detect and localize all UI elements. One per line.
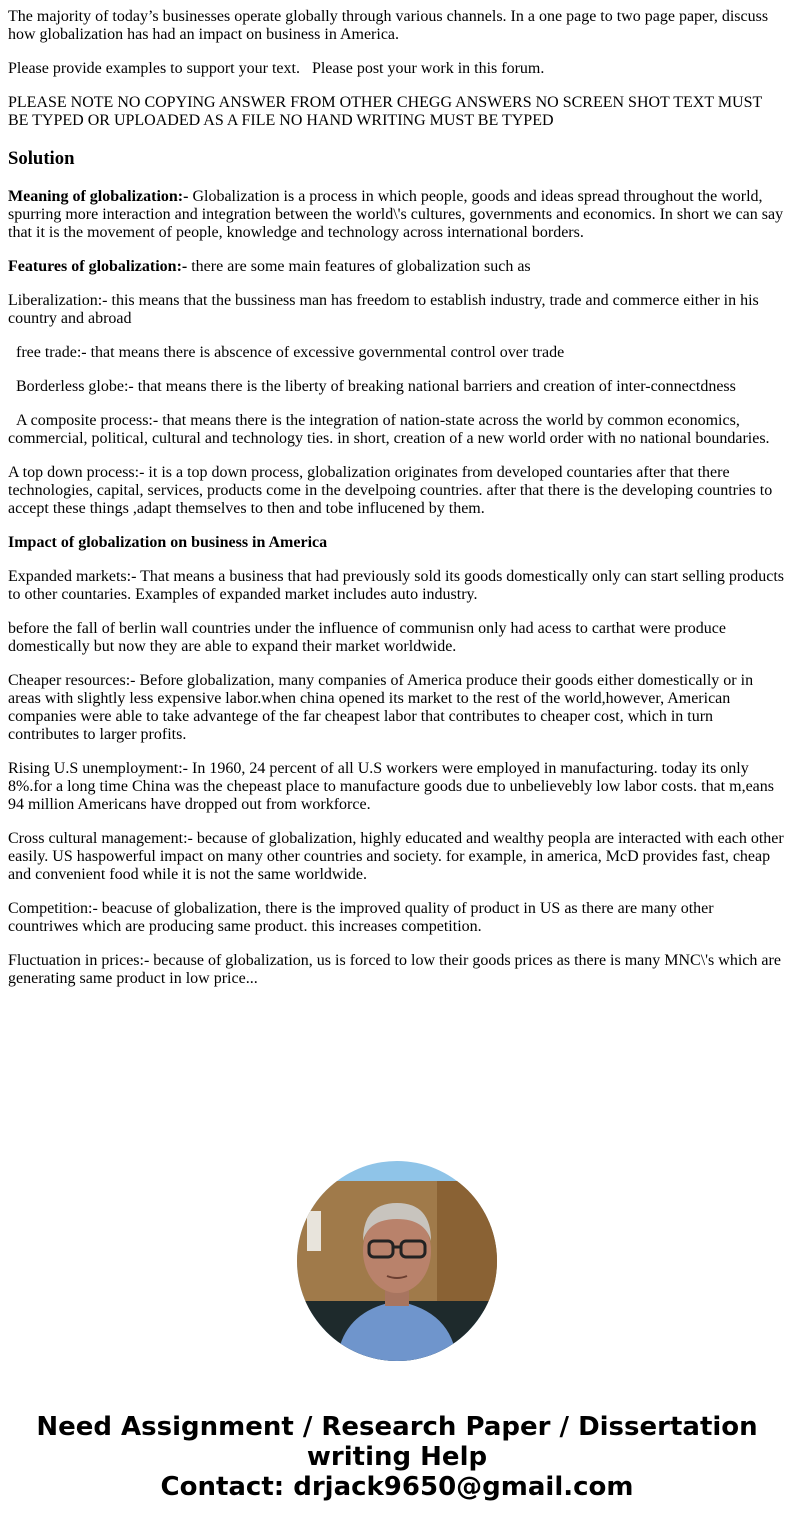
impact-item: Cheaper resources:- Before globalization, many companies of America produce their goods either domestically or in areas with slightly less expensive labor.when china opened its market to the rest of the world,however, American companies were able to take advantege of the far cheapest labor that contributes to cheaper cost, which in turn contributes to larger profits. [8,672,754,743]
meaning-paragraph [8,188,786,242]
feature-item: A composite process:- that means there is the integration of nation-state across the world by common economics, commercial, political, cultural and technology ties. in short, creation of a new world order with no national boundaries. [8,412,770,447]
feature-item: Liberalization:- this means that the bussiness man has freedom to establish industry, trade and commerce either in his country and abroad [8,292,759,327]
impact-item: Expanded markets:- That means a business that had previously sold its goods domestically only can start selling products to other countaries. Examples of expanded market includes auto industry. [8,568,785,603]
features-paragraph [8,258,786,276]
question-paragraph: Please provide examples to support your text. Please post your work in this forum. [8,60,545,77]
impact-item: Cross cultural management:- because of globalization, highly educated and wealthy peopla are interacted with each other easily. US haspowerful impact on many other countries and society. for example, in america, McD provides fast, cheap and convenient food while it is not the same worldwide. [8,830,784,883]
question-paragraph: The majority of today’s businesses operate globally through various channels. In a one page to two page paper, discuss how globalization has had an impact on business in America. [8,8,769,43]
features-text: there are some main features of globalization such as [187,258,531,275]
impact-item: Rising U.S unemployment:- In 1960, 24 percent of all U.S workers were employed in manufacturing. today its only 8%.for a long time China was the chepeast place to manufacture goods due to unbelievebly low labor costs. that m,eans 94 million Americans have dropped out from workforce. [8,760,774,813]
feature-item: free trade:- that means there is abscence of excessive governmental control over trade [8,344,565,361]
footer-contact-email: Contact: drjack9650@gmail.com [160,1472,634,1502]
document-body [0,8,794,988]
impact-item: before the fall of berlin wall countries under the influence of communisn only had acess to carthat were produce domestically but now they are able to expand their market worldwide. [8,620,726,655]
impact-item: Competition:- beacuse of globalization, there is the improved quality of product in US as there are many other countriwes which are producing same product. this increases competition. [8,900,714,935]
meaning-label: Meaning of globalization:- [8,188,189,205]
features-label: Features of globalization:- [8,258,188,275]
impact-heading-text: Impact of globalization on business in America [8,534,328,551]
author-photo [297,1161,497,1361]
feature-item: A top down process:- it is a top down process, globalization originates from developed countaries after that there technologies, capital, services, products come in the develpoing countries. after that there is the developing countries to accept these things ,adapt themselves to then and tobe influcened by them. [8,464,773,517]
footer-contact [0,1412,794,1502]
footer-line: Need Assignment / Research Paper / Dissertation [36,1412,758,1442]
meaning-text: Globalization is a process in which people, goods and ideas spread throughout the world, spurring more interaction and integration between the world\'s cultures, governments and economics. In short we can say that it is the movement of people, knowledge and technology across international borders. [8,188,784,241]
question-paragraph: PLEASE NOTE NO COPYING ANSWER FROM OTHER CHEGG ANSWERS NO SCREEN SHOT TEXT MUST BE TYPED OR UPLOADED AS A FILE NO HAND WRITING MUST BE TYPED [8,94,762,129]
feature-item: Borderless globe:- that means there is the liberty of breaking national barriers and creation of inter-connectdness [8,378,736,395]
impact-item: Fluctuation in prices:- because of globalization, us is forced to low their goods prices as there is many MNC\'s which are generating same product in low price... [8,952,781,987]
footer-line: writing Help [306,1442,488,1472]
solution-heading: Solution [8,148,75,169]
impact-heading [8,534,786,552]
